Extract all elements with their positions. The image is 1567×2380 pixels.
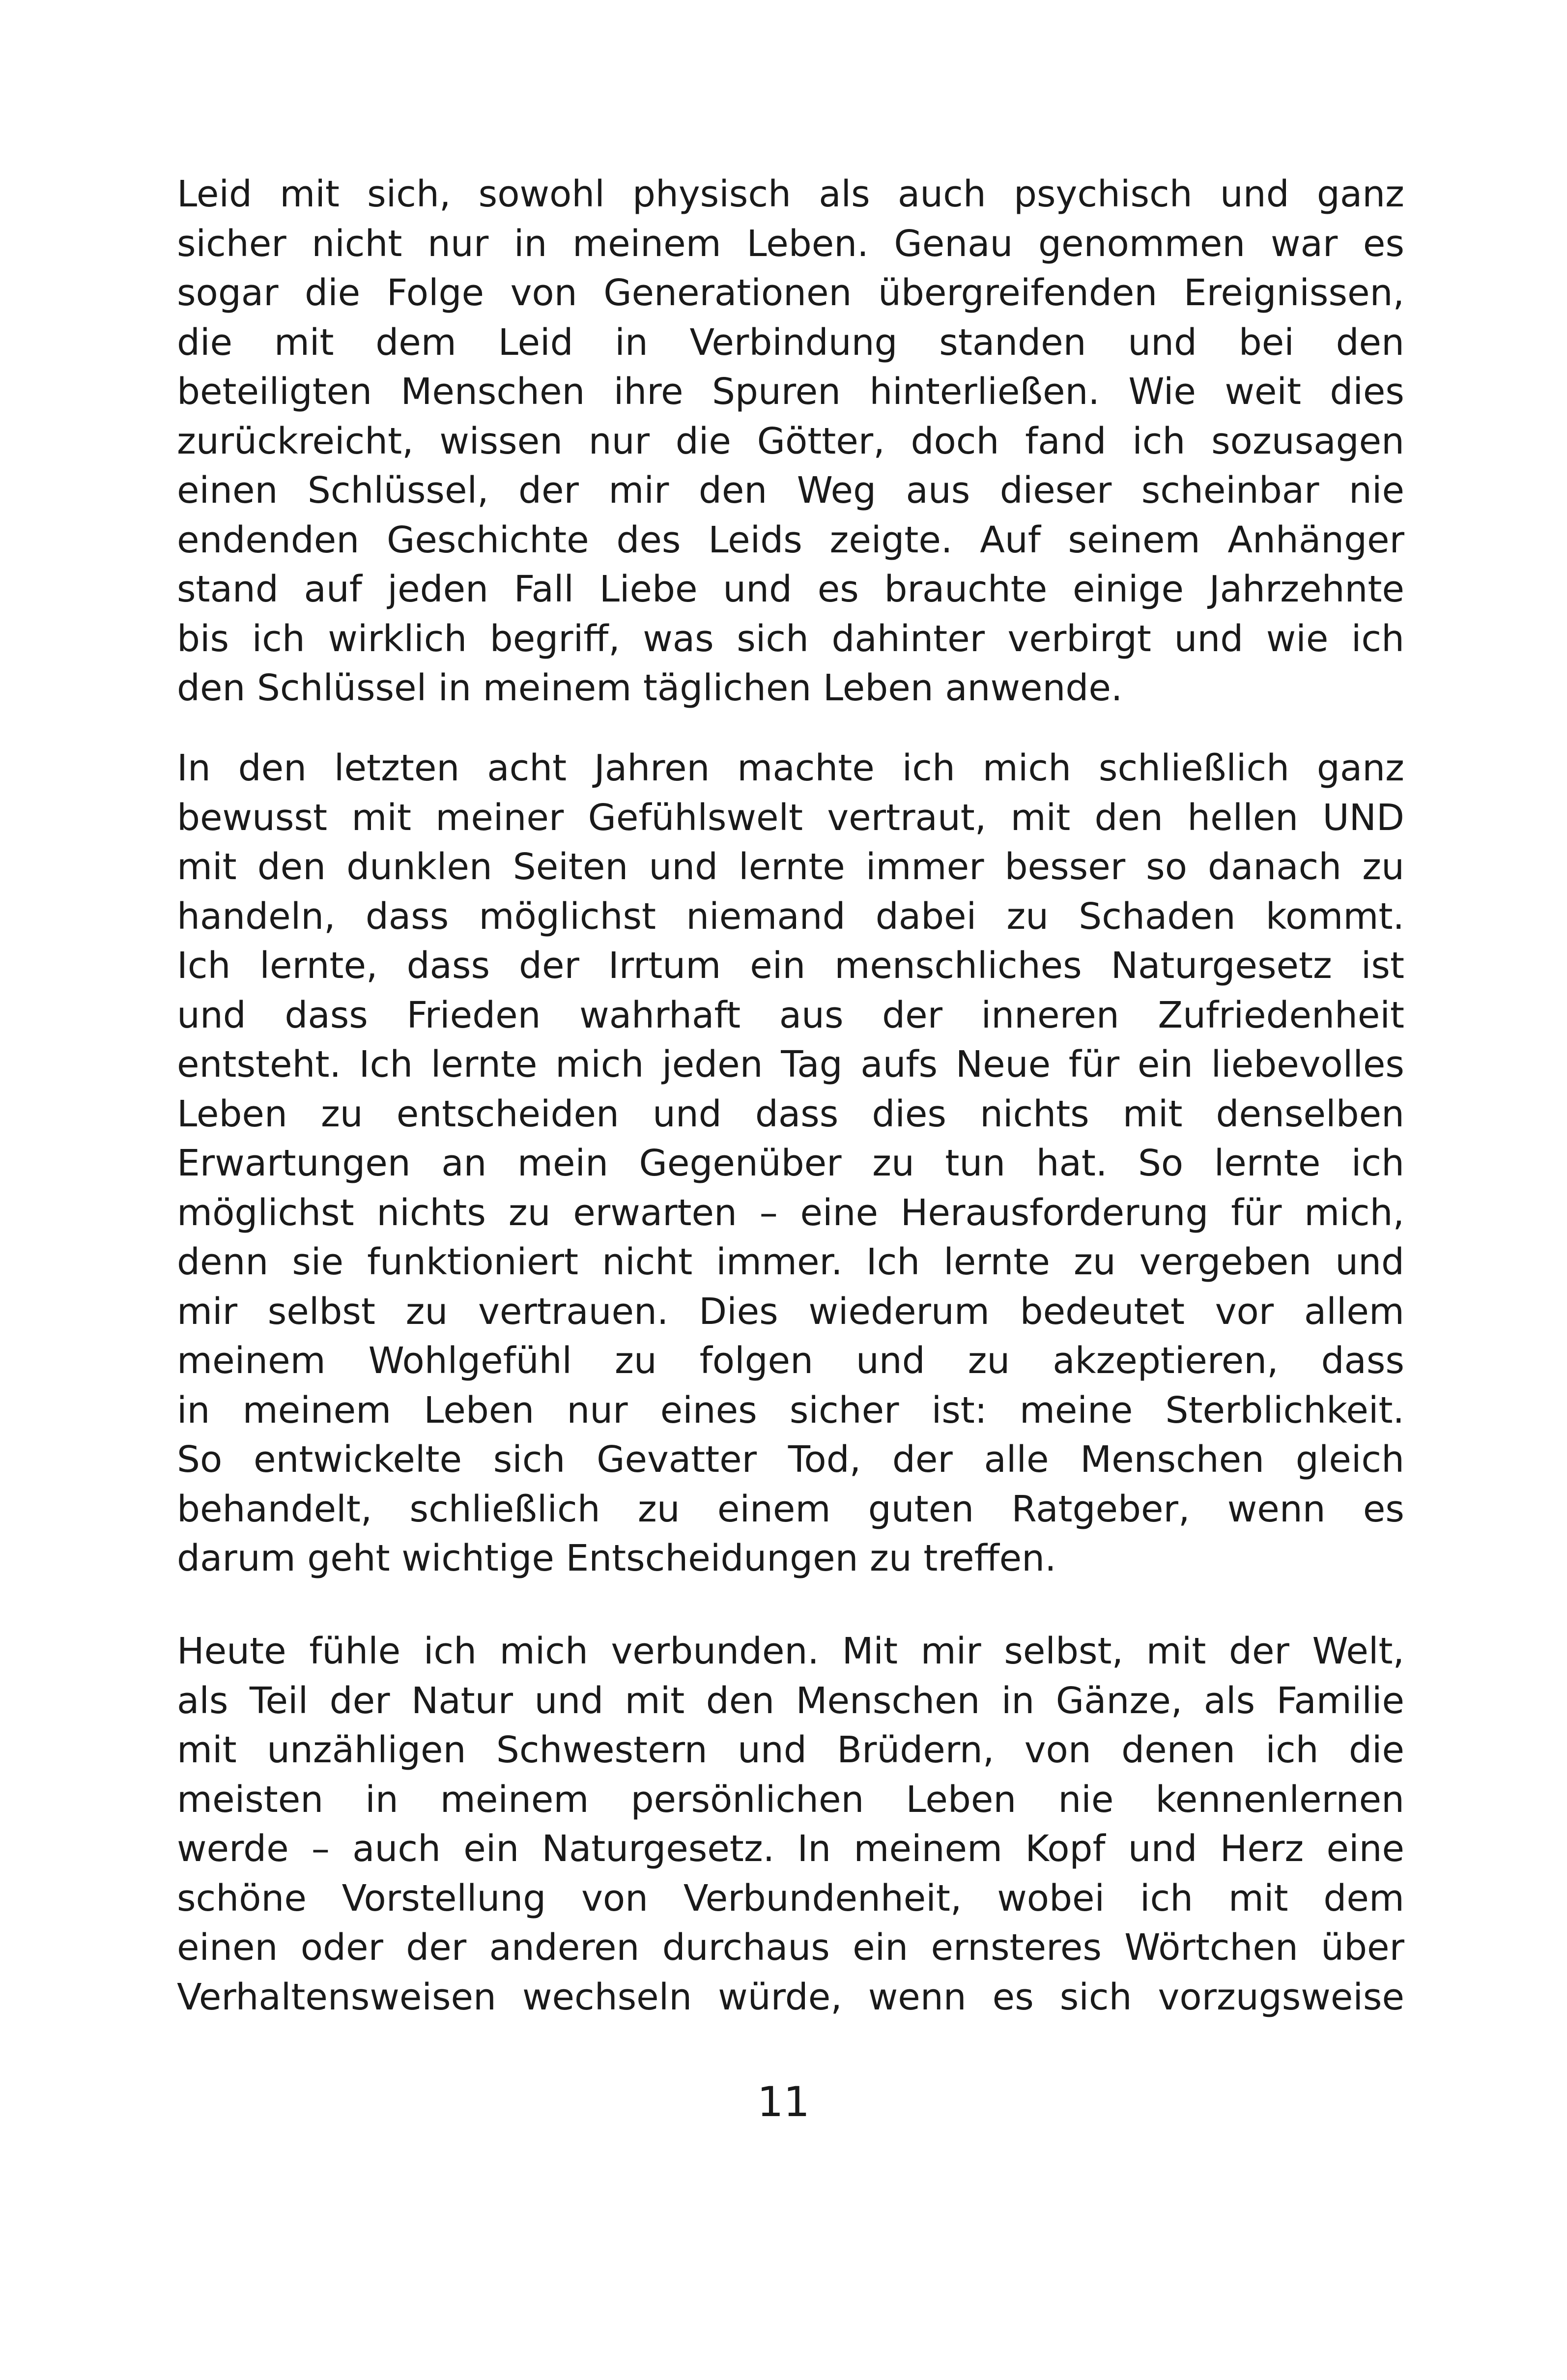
text-line: in meinem Leben nur eines sicher ist: meine Sterblichkeit.: [177, 1389, 1404, 1432]
text-line: Erwartungen an mein Gegenüber zu tun hat. So lernte ich: [177, 1142, 1404, 1184]
text-line: meisten in meinem persönlichen Leben nie kennenlernen: [177, 1778, 1404, 1821]
text-line: und dass Frieden wahrhaft aus der inneren Zufriedenheit: [177, 994, 1404, 1036]
text-line: sicher nicht nur in meinem Leben. Genau genommen war es: [177, 222, 1404, 265]
text-line: mir selbst zu vertrauen. Dies wiederum bedeutet vor allem: [177, 1290, 1404, 1333]
text-line: mit den dunklen Seiten und lernte immer besser so danach zu: [177, 846, 1404, 888]
text-line: schöne Vorstellung von Verbundenheit, wobei ich mit dem: [177, 1877, 1404, 1920]
text-line: In den letzten acht Jahren machte ich mich schließlich ganz: [177, 747, 1404, 789]
text-line: denn sie funktioniert nicht immer. Ich lernte zu vergeben und: [177, 1241, 1404, 1283]
text-line: beteiligten Menschen ihre Spuren hinterließen. Wie weit dies: [177, 371, 1404, 413]
text-line: handeln, dass möglichst niemand dabei zu Schaden kommt.: [177, 895, 1404, 938]
text-line: Ich lernte, dass der Irrtum ein menschliches Naturgesetz ist: [177, 945, 1404, 987]
paragraph-3: [177, 1627, 1404, 2022]
text-line: einen oder der anderen durchaus ein ernsteres Wörtchen über: [177, 1926, 1404, 1969]
text-line: Verhaltensweisen wechseln würde, wenn es sich vorzugsweise: [177, 1976, 1404, 2018]
text-line: zurückreicht, wissen nur die Götter, doch fand ich sozusagen: [177, 420, 1404, 462]
text-line: behandelt, schließlich zu einem guten Ratgeber, wenn es: [177, 1488, 1404, 1530]
text-line: So entwickelte sich Gevatter Tod, der alle Menschen gleich: [177, 1438, 1404, 1481]
text-line: Heute fühle ich mich verbunden. Mit mir selbst, mit der Welt,: [177, 1630, 1404, 1672]
paragraph-1: [177, 170, 1404, 713]
text-line: entsteht. Ich lernte mich jeden Tag aufs Neue für ein liebevolles: [177, 1043, 1404, 1086]
text-line: mit unzähligen Schwestern und Brüdern, von denen ich die: [177, 1729, 1404, 1771]
text-line: stand auf jeden Fall Liebe und es brauchte einige Jahrzehnte: [177, 568, 1404, 610]
text-line: den Schlüssel in meinem täglichen Leben anwende.: [177, 667, 1123, 709]
text-line: meinem Wohlgefühl zu folgen und zu akzeptieren, dass: [177, 1340, 1404, 1382]
text-line: als Teil der Natur und mit den Menschen in Gänze, als Familie: [177, 1679, 1404, 1722]
text-line: bewusst mit meiner Gefühlswelt vertraut, mit den hellen UND: [177, 796, 1404, 839]
text-line: werde – auch ein Naturgesetz. In meinem Kopf und Herz eine: [177, 1828, 1404, 1870]
page-number: 11: [757, 2078, 810, 2126]
text-line: Leid mit sich, sowohl physisch als auch psychisch und ganz: [177, 173, 1404, 215]
text-line: endenden Geschichte des Leids zeigte. Auf seinem Anhänger: [177, 518, 1404, 561]
text-line: darum geht wichtige Entscheidungen zu treffen.: [177, 1537, 1056, 1579]
text-line: bis ich wirklich begriff, was sich dahinter verbirgt und wie ich: [177, 617, 1404, 660]
text-line: die mit dem Leid in Verbindung standen und bei den: [177, 321, 1404, 364]
text-line: sogar die Folge von Generationen übergreifenden Ereignissen,: [177, 272, 1404, 314]
paragraph-2: [177, 744, 1404, 1583]
text-line: einen Schlüssel, der mir den Weg aus dieser scheinbar nie: [177, 469, 1404, 512]
text-line: Leben zu entscheiden und dass dies nichts mit denselben: [177, 1092, 1404, 1135]
text-line: möglichst nichts zu erwarten – eine Herausforderung für mich,: [177, 1191, 1404, 1234]
